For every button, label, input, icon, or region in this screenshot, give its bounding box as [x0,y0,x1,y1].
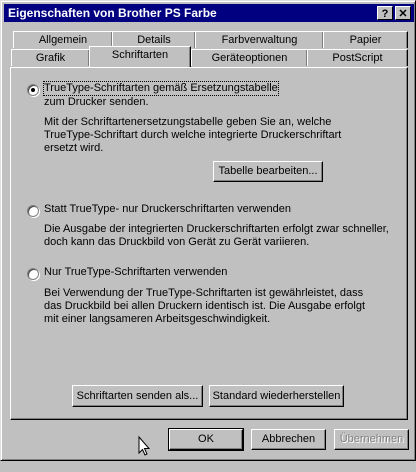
option-printer-fonts-label[interactable]: Statt TrueType- nur Druckerschriftarten verwenden [44,203,291,215]
radio-truetype-only[interactable] [27,268,39,280]
option-truetype-only-description: Bei Verwendung der TrueType-Schriftarten ist gewährleistet, dass das Druckbild bei allen Druckern identisch ist. Die Ausgabe erfolgt mit einer langsameren Arbeitsgeschwindigkeit. [44,287,365,325]
apply-button[interactable]: Übernehmen [334,429,409,450]
title-bar[interactable] [4,4,414,22]
tab-schriftarten-label: Schriftarten [111,49,169,61]
restore-defaults-button[interactable]: Standard wiederherstellen [209,385,344,407]
radio-selected-dot [31,88,35,92]
tab-allgemein[interactable]: Allgemein [13,31,113,48]
tab-details[interactable]: Details [112,31,196,48]
tab-papier[interactable]: Papier [323,31,408,48]
edit-table-button[interactable]: Tabelle bearbeiten... [213,161,323,182]
cancel-button[interactable]: Abbrechen [251,429,326,450]
option-truetype-only-label[interactable]: Nur TrueType-Schriftarten verwenden [44,266,228,278]
window-title: Eigenschaften von Brother PS Farbe [8,6,217,20]
option-substitution-description: Mit der Schriftartenersetzungstabelle geben Sie an, welche TrueType-Schriftart durch welche integrierte Druckerschriftart ersetzt wird. [44,116,342,154]
send-fonts-as-button[interactable]: Schriftarten senden als... [72,385,203,407]
option-substitution-label-line2[interactable]: zum Drucker senden. [44,96,149,108]
option-printer-fonts-description: Die Ausgabe der integrierten Druckerschriftarten erfolgt zwar schneller, doch kann das Druckbild von Gerät zu Gerät variieren. [44,223,389,248]
tab-postscript[interactable]: PostScript [307,49,408,66]
tab-panel-schriftarten [10,67,408,420]
radio-printer-fonts-only[interactable] [27,205,39,217]
close-button[interactable]: ✕ [395,6,411,20]
radio-substitution-table[interactable] [27,84,39,96]
help-button[interactable]: ? [377,6,393,20]
tab-farbverwaltung[interactable]: Farbverwaltung [195,31,324,48]
tab-schriftarten[interactable] [89,46,191,67]
tab-grafik[interactable]: Grafik [11,49,90,66]
mouse-cursor-icon [139,453,151,472]
option-substitution-label[interactable]: TrueType-Schriftarten gemäß Ersetzungstabelle [44,82,278,94]
ok-button[interactable]: OK [169,429,243,450]
tab-geraeteoptionen[interactable]: Geräteoptionen [191,49,308,66]
